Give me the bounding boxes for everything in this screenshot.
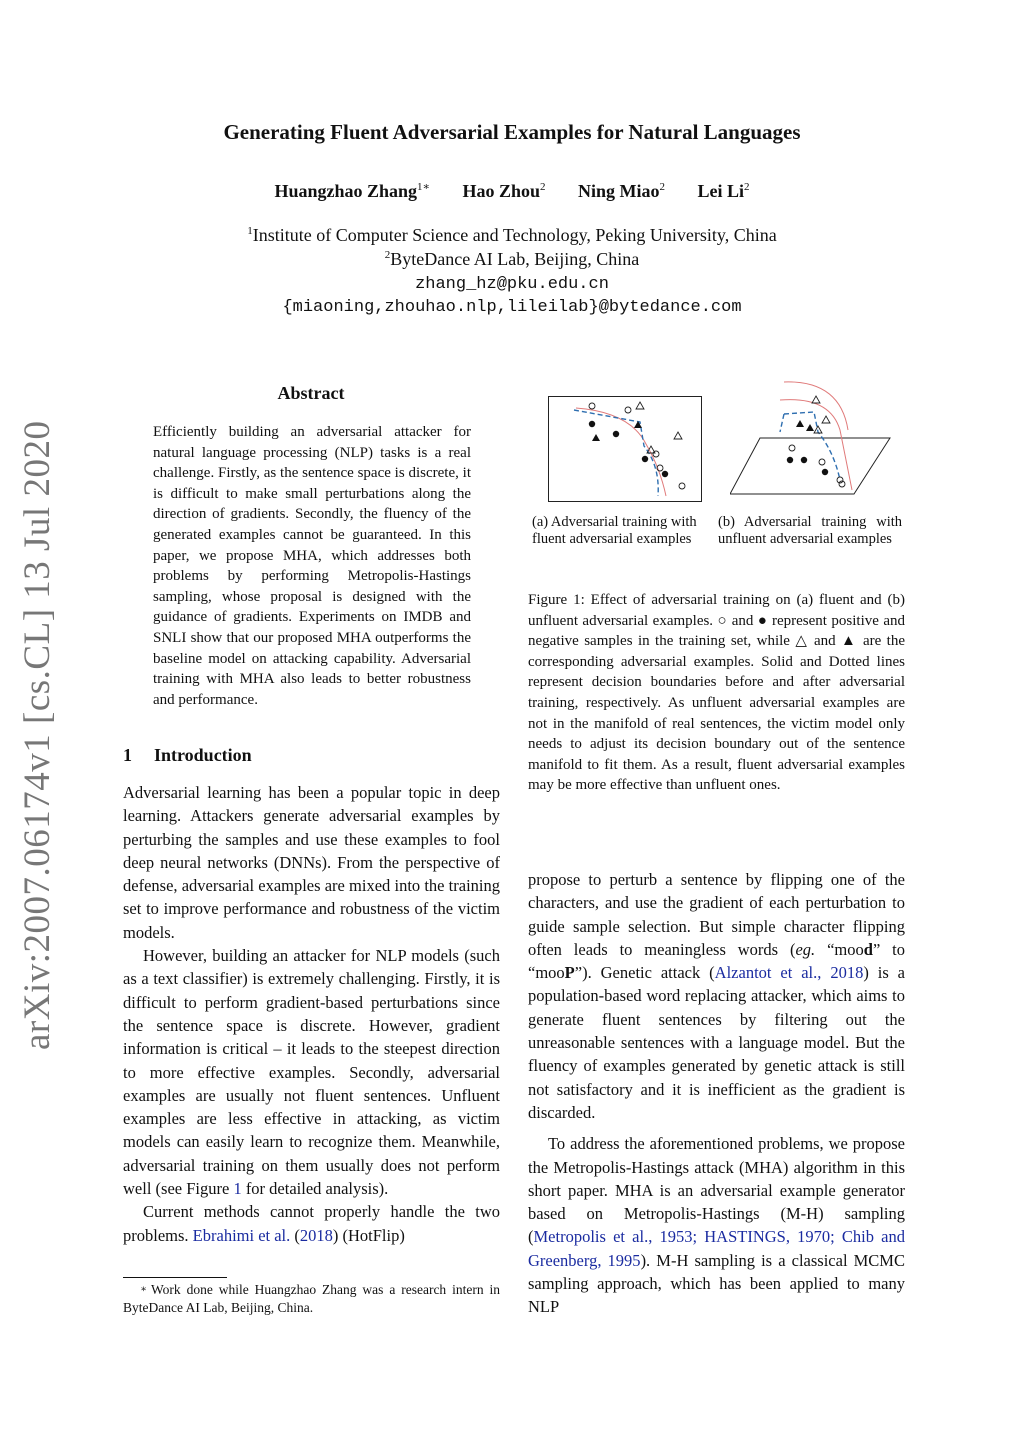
- email-1[interactable]: zhang_hz@pku.edu.cn: [415, 275, 609, 294]
- right-paragraph-2: To address the aforementioned problems, we propose the Metropolis-Hastings attack (MHA) algorithm in this short paper. MHA is an adversarial example generator based on Metropolis-Hastings (M-H) sampling (Metropolis et al., 1953; HASTINGS, 1970; Chib and Greenberg, 1995). M-H sampling is a classical MCMC sampling approach, which has been applied to many NLP: [528, 1134, 905, 1317]
- intro-paragraph-1: Adversarial learning has been a popular topic in deep learning. Attackers generate adversarial examples by perturbing the samples and use these examples to fool deep neural networks (DNNs). From the perspective of defense, adversarial examples are mixed into the training set to improve performance and robustness of the victim models.: [123, 783, 500, 942]
- author-4: Lei Li$^2$: [697, 181, 750, 201]
- email-2[interactable]: {miaoning,zhouhao.nlp,lileilab}@bytedance.com: [282, 298, 742, 317]
- abstract-text: Efficiently building an adversarial attacker for natural language processing (NLP) tasks is a real challenge. Firstly, as the sentence space is discrete, it is difficult to make small perturbations along the direction of gradients. Secondly, the fluency of the generated examples cannot be guaranteed. In this paper, we propose MHA, which addresses both problems by performing Metropolis-Hastings sampling, whose proposal is designed with the guidance of gradients. Experiments on IMDB and SNLI show that our proposed MHA outperforms the baseline model on attacking capability. Adversarial training with MHA also leads to better robustness and performance.: [153, 424, 471, 708]
- figure-1b-plot: [730, 380, 894, 500]
- author-list: [0, 180, 1024, 202]
- footnote-rule: [123, 1277, 227, 1278]
- author-2: Hao Zhou$^2$: [462, 181, 546, 201]
- citation-metropolis-hastings-chib[interactable]: Metropolis et al., 1953; HASTINGS, 1970; Chib and Greenberg, 1995: [528, 1227, 905, 1270]
- citation-ebrahimi[interactable]: Ebrahimi et al.: [192, 1225, 291, 1245]
- right-paragraph-1: propose to perturb a sentence by flipping one of the characters, and use the gradient of each perturbation to guide sample selection. But simple character flipping often leads to meaningless words (eg. “mood” to “mooP”). Genetic attack (Alzantot et al., 2018) is a population-based word replacing attacker, which aims to generate fluent sentences by filtering out the unreasonable sentences with a language model. But the fluency of examples generated by genetic attack is still not satisfactory and it is inefficient as the gradient is discarded.: [528, 870, 905, 1122]
- intro-paragraph-2: However, building an attacker for NLP models (such as a text classifier) is extremely challenging. Firstly, it is difficult to perform gradient-based perturbations since the sentence space is discrete. However, gradient information is critical – it leads to the steepest direction to more effective examples. Secondly, adversarial examples are usually not fluent sentences. Unfluent examples are less effective in attacking, as victim models can easily learn to recognize them. Meanwhile, adversarial training on them usually does not perform well (see Figure 1 for detailed analysis).: [123, 946, 500, 1199]
- figure-1a-caption: (a) Adversarial training with fluent adversarial examples: [532, 514, 697, 547]
- figure-1a-plot: [548, 396, 702, 502]
- footnote: ∗ Work done while Huangzhao Zhang was a research intern in ByteDance AI Lab, Beijing, China.: [123, 1282, 500, 1315]
- figure-1b-caption: (b) Adversarial training with unfluent adversarial examples: [718, 514, 902, 547]
- author-3: Ning Miao$^2$: [578, 181, 666, 201]
- affiliation-1: $^1$Institute of Computer Science and Technology, Peking University, China: [247, 225, 777, 245]
- arxiv-stamp: arXiv:2007.06174v1 [cs.CL] 13 Jul 2020: [17, 420, 58, 1050]
- citation-ebrahimi-year[interactable]: 2018: [299, 1225, 333, 1245]
- intro-left-column: [123, 781, 500, 1247]
- paper-title: Generating Fluent Adversarial Examples for Natural Languages: [223, 120, 801, 144]
- abstract-heading: Abstract: [277, 383, 345, 403]
- section-heading-introduction: 1 Introduction: [123, 745, 252, 765]
- intro-paragraph-3: Current methods cannot properly handle the two problems. Ebrahimi et al. (2018) (HotFlip): [123, 1202, 500, 1245]
- citation-alzantot[interactable]: Alzantot et al., 2018: [714, 963, 864, 983]
- figure-1-link[interactable]: 1: [233, 1179, 242, 1199]
- intro-right-column: [528, 868, 905, 1319]
- figure-1-caption: Figure 1: Effect of adversarial training on (a) fluent and (b) unfluent adversarial examples. ○ and ● represent positive and negative samples in the training set, while △ and ▲ are the corresponding adversarial examples. Solid and Dotted lines represent decision boundaries before and after adversarial training, respectively. As unfluent adversarial examples are not in the manifold of real sentences, the victim model only needs to adjust its decision boundary out of the sentence manifold to fit them. As a result, fluent adversarial examples may be more effective than unfluent ones.: [528, 592, 905, 794]
- affiliation-2: $^2$ByteDance AI Lab, Beijing, China: [384, 249, 640, 269]
- author-1: Huangzhao Zhang$^{1∗}$: [274, 181, 430, 201]
